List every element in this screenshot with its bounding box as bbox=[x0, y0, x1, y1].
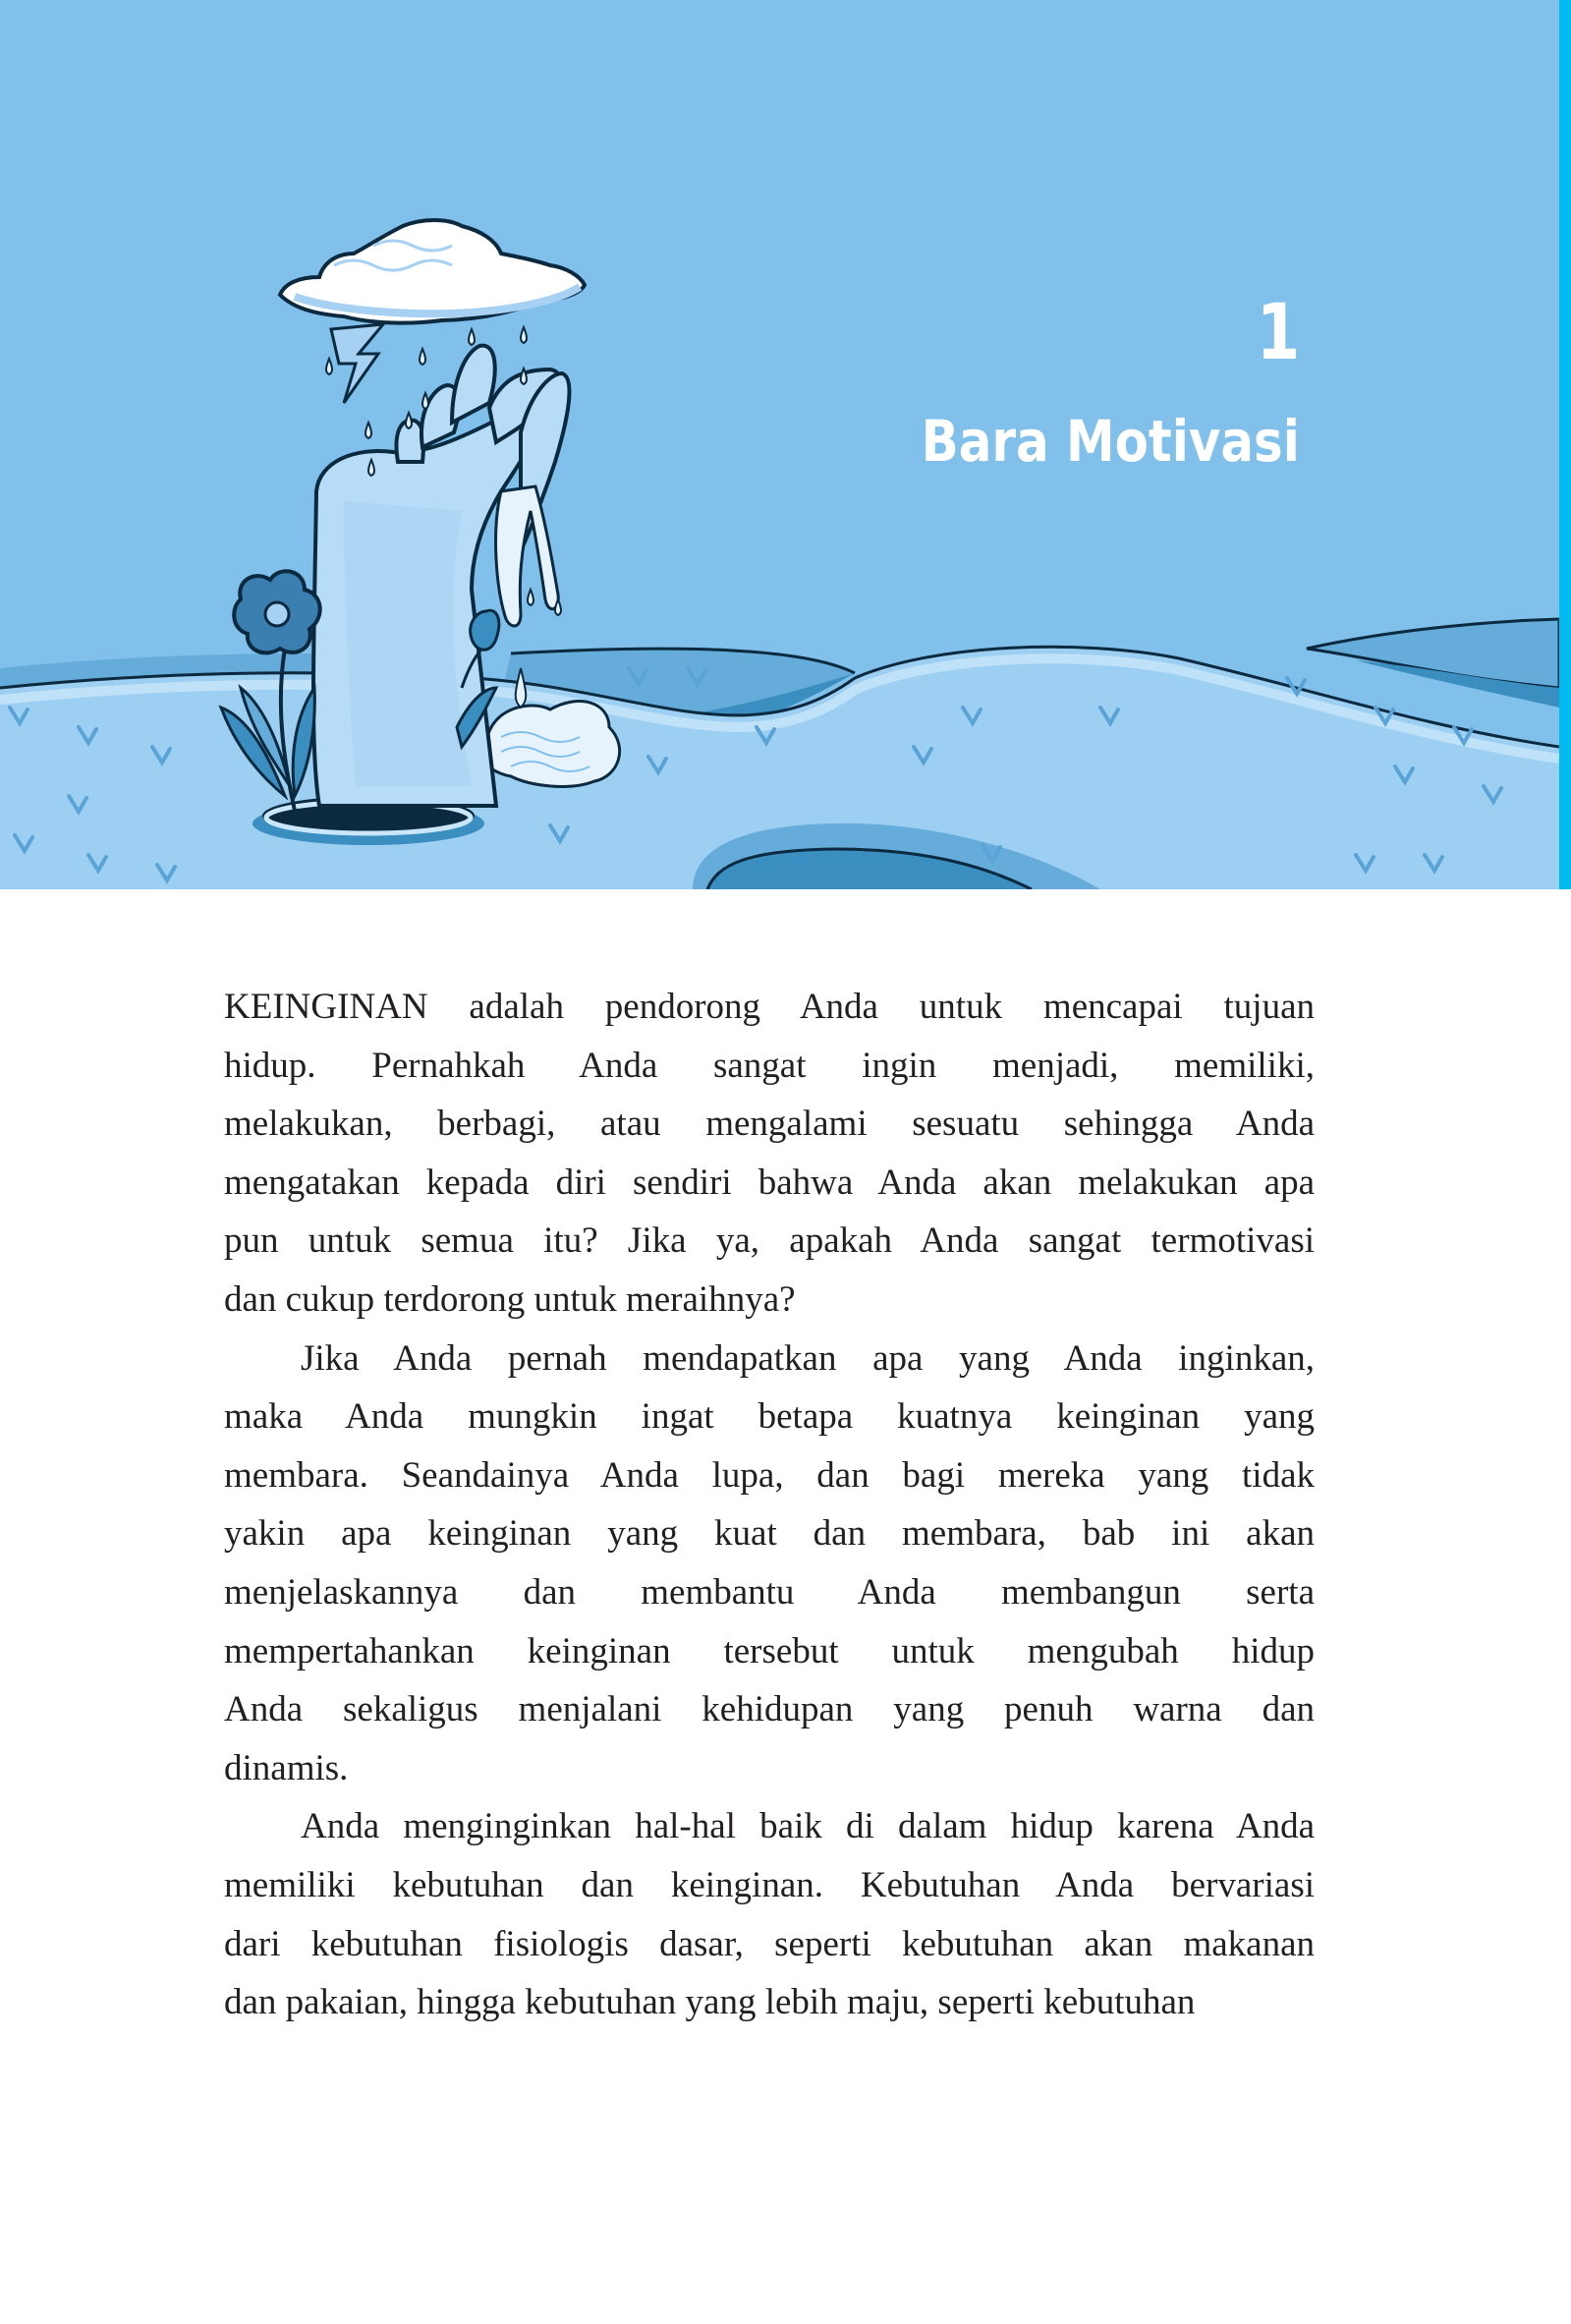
text-line bbox=[224, 1680, 1315, 1739]
text-line bbox=[224, 1388, 1315, 1446]
text-line-content: dinamis. bbox=[224, 1747, 349, 1788]
puddle-icon bbox=[482, 702, 619, 787]
text-line-content: KEINGINAN adalah pendorong Anda untuk mencapai tujuan bbox=[224, 987, 1315, 1027]
lightning-icon bbox=[331, 324, 383, 403]
chapter-title: Bara Motivasi bbox=[921, 408, 1300, 475]
text-line bbox=[224, 1563, 1315, 1622]
text-line bbox=[224, 1622, 1315, 1681]
text-line-content: dan pakaian, hingga kebutuhan yang lebih maju, seperti kebutuhan bbox=[224, 1982, 1196, 2023]
text-line-content: Anda menginginkan hal-hal baik di dalam hidup karena Anda bbox=[301, 1806, 1315, 1847]
text-line-content: pun untuk semua itu? Jika ya, apakah Anda sangat termotivasi bbox=[224, 1220, 1315, 1262]
text-line bbox=[224, 1154, 1315, 1213]
text-line bbox=[224, 1271, 1315, 1330]
text-line bbox=[224, 1915, 1315, 1974]
text-line-content: mempertahankan keinginan tersebut untuk mengubah hidup bbox=[224, 1630, 1315, 1672]
text-line bbox=[224, 1504, 1315, 1563]
chapter-illustration bbox=[0, 0, 1559, 889]
text-line bbox=[224, 1330, 1315, 1389]
text-line-content: Jika Anda pernah mendapatkan apa yang Anda inginkan, bbox=[301, 1337, 1315, 1379]
text-line-content: dari kebutuhan fisiologis dasar, seperti kebutuhan akan makanan bbox=[224, 1923, 1315, 1964]
text-line-content: memiliki kebutuhan dan keinginan. Kebutuhan Anda bervariasi bbox=[224, 1864, 1315, 1905]
text-line bbox=[224, 1973, 1315, 2032]
text-line-content: hidup. Pernahkah Anda sangat ingin menjadi, memiliki, bbox=[224, 1045, 1315, 1086]
text-line bbox=[224, 1797, 1315, 1856]
text-line bbox=[224, 978, 1315, 1037]
text-line bbox=[224, 1446, 1315, 1505]
chapter-number: 1 bbox=[1256, 289, 1300, 377]
text-line-content: Anda sekaligus menjalani kehidupan yang penuh warna dan bbox=[224, 1689, 1315, 1730]
text-line bbox=[224, 1856, 1315, 1915]
text-line-content: yakin apa keinginan yang kuat dan membara, bab ini akan bbox=[224, 1513, 1315, 1555]
page-edge-strip bbox=[1559, 0, 1571, 889]
body-text bbox=[224, 978, 1315, 2032]
water-drip bbox=[496, 486, 559, 626]
chapter-header-banner bbox=[0, 0, 1559, 889]
text-line-content: menjelaskannya dan membantu Anda membangun serta bbox=[224, 1571, 1315, 1613]
text-line-content: membara. Seandainya Anda lupa, dan bagi mereka yang tidak bbox=[224, 1454, 1315, 1496]
text-line bbox=[224, 1739, 1315, 1798]
text-line-content: maka Anda mungkin ingat betapa kuatnya keinginan yang bbox=[224, 1396, 1315, 1438]
text-line bbox=[224, 1212, 1315, 1271]
text-line-content: mengatakan kepada diri sendiri bahwa Anda akan melakukan apa bbox=[224, 1162, 1315, 1203]
text-line bbox=[224, 1037, 1315, 1096]
text-line-content: melakukan, berbagi, atau mengalami sesuatu sehingga Anda bbox=[224, 1104, 1315, 1145]
text-line-content: dan cukup terdorong untuk meraihnya? bbox=[224, 1278, 796, 1320]
text-line bbox=[224, 1095, 1315, 1154]
